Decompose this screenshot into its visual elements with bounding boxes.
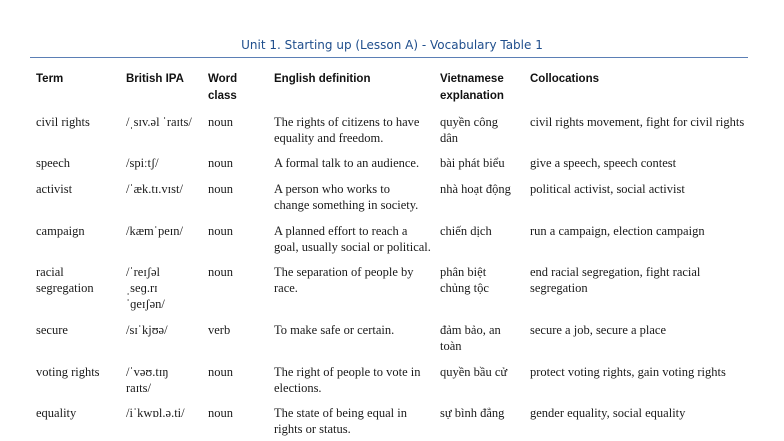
collocations: give a speech, speech contest: [530, 156, 677, 170]
term: speech: [36, 156, 71, 170]
collocations: secure a job, secure a place: [530, 323, 667, 337]
header-ipa: British IPA: [126, 73, 184, 85]
term: equality: [36, 406, 77, 420]
word-class: noun: [208, 406, 233, 420]
term: civil rights: [36, 115, 90, 129]
definition: The separation of people by race.: [274, 265, 414, 295]
vietnamese: sự bình đẳng: [440, 406, 505, 420]
vietnamese: đảm bảo, an toàn: [440, 323, 501, 353]
collocations: civil rights movement, fight for civil rights: [530, 115, 745, 129]
definition: To make safe or certain.: [274, 323, 395, 337]
definition: The right of people to vote in elections.: [274, 365, 421, 395]
ipa: /sɪˈkjʊə/: [126, 323, 168, 337]
collocations: end racial segregation, fight racial segregation: [530, 265, 701, 295]
definition: A planned effort to reach a goal, usually social or political.: [274, 224, 431, 254]
vietnamese: quyền công dân: [440, 115, 498, 145]
ipa: /ˈreɪʃəl ˌseɡ.rɪ ˈɡeɪʃən/: [126, 265, 165, 311]
word-class: verb: [208, 323, 231, 337]
ipa: /kæmˈpeɪn/: [126, 224, 183, 238]
vietnamese: quyền bầu cử: [440, 365, 508, 379]
vietnamese: bài phát biểu: [440, 156, 505, 170]
ipa: /ˈæk.tɪ.vɪst/: [126, 182, 183, 196]
header-vietnamese: Vietnamese explanation: [440, 73, 504, 102]
vietnamese: nhà hoạt động: [440, 182, 511, 196]
header-term: Term: [36, 73, 64, 85]
word-class: noun: [208, 115, 233, 129]
collocations: political activist, social activist: [530, 182, 685, 196]
definition: The rights of citizens to have equality and freedom.: [274, 115, 420, 145]
term: voting rights: [36, 365, 100, 379]
word-class: noun: [208, 365, 233, 379]
vietnamese: chiến dịch: [440, 224, 492, 238]
vietnamese: phân biệt chủng tộc: [440, 265, 489, 295]
ipa: /iˈkwɒl.ə.ti/: [126, 406, 185, 420]
collocations: protect voting rights, gain voting rights: [530, 365, 726, 379]
collocations: gender equality, social equality: [530, 406, 686, 420]
word-class: noun: [208, 265, 233, 279]
term: racial segregation: [36, 265, 94, 295]
term: secure: [36, 323, 68, 337]
word-class: noun: [208, 156, 233, 170]
header-definition: English definition: [274, 73, 371, 85]
term: campaign: [36, 224, 85, 238]
word-class: noun: [208, 182, 233, 196]
collocations: run a campaign, election campaign: [530, 224, 705, 238]
definition: The state of being equal in rights or status.: [274, 406, 407, 436]
header-word-class: Word class: [208, 73, 238, 102]
title-divider: [30, 57, 748, 58]
definition: A person who works to change something in society.: [274, 182, 419, 212]
ipa: /ˌsɪv.əl ˈraɪts/: [126, 115, 192, 129]
term: activist: [36, 182, 73, 196]
definition: A formal talk to an audience.: [274, 156, 420, 170]
header-collocations: Collocations: [530, 73, 600, 85]
ipa: /ˈvəʊ.tɪŋ raɪts/: [126, 365, 169, 395]
page-title: Unit 1. Starting up (Lesson A) - Vocabulary Table 1: [241, 38, 543, 52]
ipa: /spiːtʃ/: [126, 156, 159, 170]
word-class: noun: [208, 224, 233, 238]
